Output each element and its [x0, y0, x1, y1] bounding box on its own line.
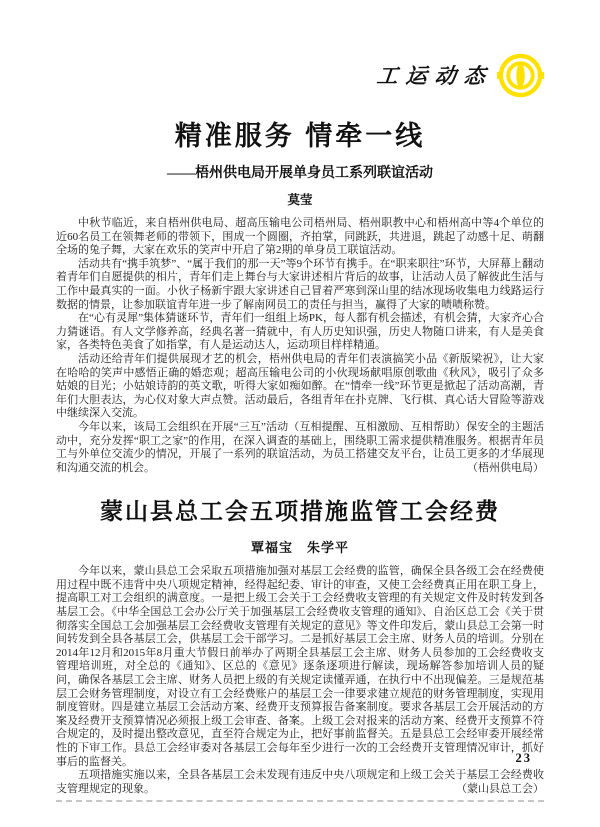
article-1-author: 莫莹	[287, 193, 313, 207]
article-1	[56, 114, 544, 475]
article-2-authors: 覃福宝 朱学平	[250, 540, 349, 556]
article-1-paragraph-5	[56, 421, 544, 475]
article-1-title: 精准服务 情牵一线	[174, 121, 426, 151]
article-1-body	[56, 217, 544, 475]
paragraph-text: 五项措施实施以来，全县各基层工会未发现有违反中央八项规定和上级工会关于基层工会经费收支管理规定的现象。	[56, 769, 544, 795]
article-1-paragraph-4	[56, 353, 544, 421]
article-1-paragraph-3	[56, 312, 544, 353]
article-1-paragraph-1	[56, 217, 544, 258]
article-1-subtitle: ——梧州供电局开展单身员工系列联谊活动	[167, 166, 433, 181]
paragraph-text: 活动共有“携手筑梦”、“属于我们的那一天”等9个环节有携手。在“职来职往”环节，大屏幕上翻动着青年们自愿提供的相片，青年们走上舞台与大家讲述相片背后的故事，让活动人员了解彼此生活与工作中最真实的一面。小伙子杨新宇跟大家讲述自己冒着严寒到深山里的结冰现场收集电力线路运行数据的情景，让参加联谊青年进一步了解南网员工的责任与担当，赢得了大家的啧啧称赞。	[56, 257, 544, 311]
article-2-attribution: （蒙山县总工会）	[456, 782, 544, 795]
article-2-body	[56, 565, 544, 796]
section-title: 工运动态	[375, 64, 495, 88]
paragraph-text: 今年以来，该局工会组织在开展“三互”活动（互相提醒、互相激励、互相帮助）保安全的主题活动中，充分发挥“职工之家”的作用，在深入调查的基础上，围绕职工需求提供精准服务。根据青年员工与外单位交流少的情况，开展了一系列的联谊活动，为员工搭建交友平台，让员工更多的才华展现和沟通交流的机会。	[56, 420, 544, 474]
section-header	[56, 0, 544, 100]
article-1-attribution: （梧州供电局）	[467, 461, 544, 474]
footer-dashed-divider	[56, 800, 544, 802]
article-2	[56, 493, 544, 796]
article-2-title: 蒙山县总工会五项措施监管工会经费	[100, 498, 500, 525]
article-2-paragraph-2	[56, 769, 544, 796]
paragraph-text: 中秋节临近，来自梧州供电局、超高压输电公司梧州局、梧州职教中心和梧州高中等4个单位的近60名员工在领舞老师的带领下，围成一个圆圈，齐拍掌，同跳跃，共进退，跳起了动感十足、萌翻全场的兔子舞，大家在欢乐的笑声中开启了第2期的单身员工联谊活动。	[56, 217, 544, 257]
paragraph-text: 活动还给青年们提供展现才艺的机会，梧州供电局的青年们表演搞笑小品《新版梁祝》，让大家在哈哈的笑声中感悟正确的婚恋观；超高压输电公司的小伙现场献唱原创歌曲《秋风》，吸引了众多姑娘的目光；小姑娘诗韵的英文歌，听得大家如痴如醉。在“情牵一线”环节更是掀起了活动高潮，青年们大胆表达，为心仪对象大声点赞。活动最后，各组青年在扑克牌、飞行棋、真心话大冒险等游戏中继续深入交流。	[56, 352, 544, 420]
acftu-union-logo-icon	[497, 52, 544, 99]
paragraph-text: 在“心有灵犀”集体猜谜环节，青年们一组组上场PK，每人都有机会描述，有机会猜，大家齐心合力猜谜语。有人文学修养高，经典名著一猜就中，有人历史知识强，历史人物随口讲来，有人是美食家，各类特色美食了如指掌，有人是运动达人，运动项目样样精通。	[56, 312, 544, 352]
paragraph-text: 今年以来，蒙山县总工会采取五项措施加强对基层工会经费的监管，确保全县各级工会在经费使用过程中既不违背中央八项规定精神，经得起纪委、审计的审查，又使工会经费真正用在职工身上，提高职工对工会组织的满意度。一是把上级工会关于工会经费收支管理的有关规定文件及时转发到各基层工会。《中华全国总工会办公厅关于加强基层工会经费收支管理的通知》、自治区总工会《关于贯彻落实全国总工会加强基层工会经费收支管理有关规定的意见》等文件印发后，蒙山县总工会第一时间转发到全县各基层工会，供基层工会干部学习。二是抓好基层工会主席、财务人员的培训。分别在2014年12月和2015年8月重大节假日前举办了两期全县基层工会主席、财务人员参加的工会经费收支管理培训班，对全总的《通知》、区总的《意见》逐条逐项进行解读，现场解答参加培训人员的疑问，确保各基层工会主席、财务人员把上级的有关规定读懂弄通，在执行中不出现偏差。三是规范基层工会财务管理制度，对设立有工会经费账户的基层工会一律要求建立规范的财务管理制度，实现用制度管财。四是建立基层工会活动方案、经费开支预算报告备案制度。要求各基层工会开展活动的方案及经费开支预算情况必须报上级工会审查、备案。上级工会对报来的活动方案、经费开支预算不符合规定的，及时提出整改意见，直至符合规定为止，把好事前监督关。五是县总工会经审委开展经常性的下审工作。县总工会经审委对各基层工会每年至少进行一次的工会经费开支管理情况审计，抓好事后的监督关。	[56, 565, 544, 768]
page-number: 23	[515, 751, 532, 765]
article-1-paragraph-2	[56, 258, 544, 312]
article-2-paragraph-1	[56, 565, 544, 769]
